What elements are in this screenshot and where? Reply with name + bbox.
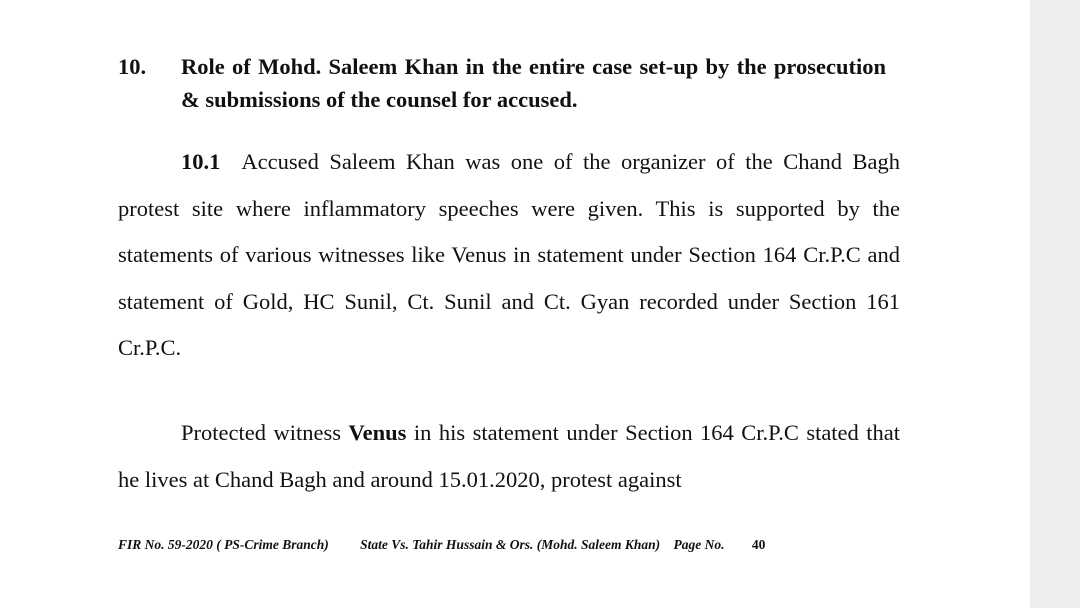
paragraph-text: Accused Saleem Khan was one of the organizer of the Chand Bagh protest site where inflammatory speeches were given. This is supported by the statements of various witnesses like Venus in statement under Section 164 Cr.P.C and statement of Gold, HC Sunil, Ct. Sunil and Ct. Gyan recorded under Section 161 Cr.P.C. [118,149,900,360]
paragraph-10-1 [118,139,900,372]
footer-fir: FIR No. 59-2020 ( PS-Crime Branch) [118,537,329,552]
paragraph-venus-statement [118,410,900,503]
paragraph-label: 10.1 [181,149,221,174]
section-number: 10. [118,54,147,79]
footer-case-title: State Vs. Tahir Hussain & Ors. (Mohd. Saleem Khan) [360,537,661,552]
witness-name: Venus [348,420,407,445]
page-footer [118,537,765,553]
paragraph-text: in his statement under Section 164 Cr.P.C stated that he lives at Chand Bagh and around 15.01.2020, protest against [118,420,901,492]
section-title: Role of Mohd. Saleem Khan in the entire case set-up by the prosecution & submissions of the counsel for accused. [181,54,886,112]
viewer-margin [1030,0,1080,608]
paragraph-prefix: Protected witness [181,420,341,445]
footer-page-number: 40 [751,537,766,552]
footer-page-label: Page No. [673,537,725,552]
